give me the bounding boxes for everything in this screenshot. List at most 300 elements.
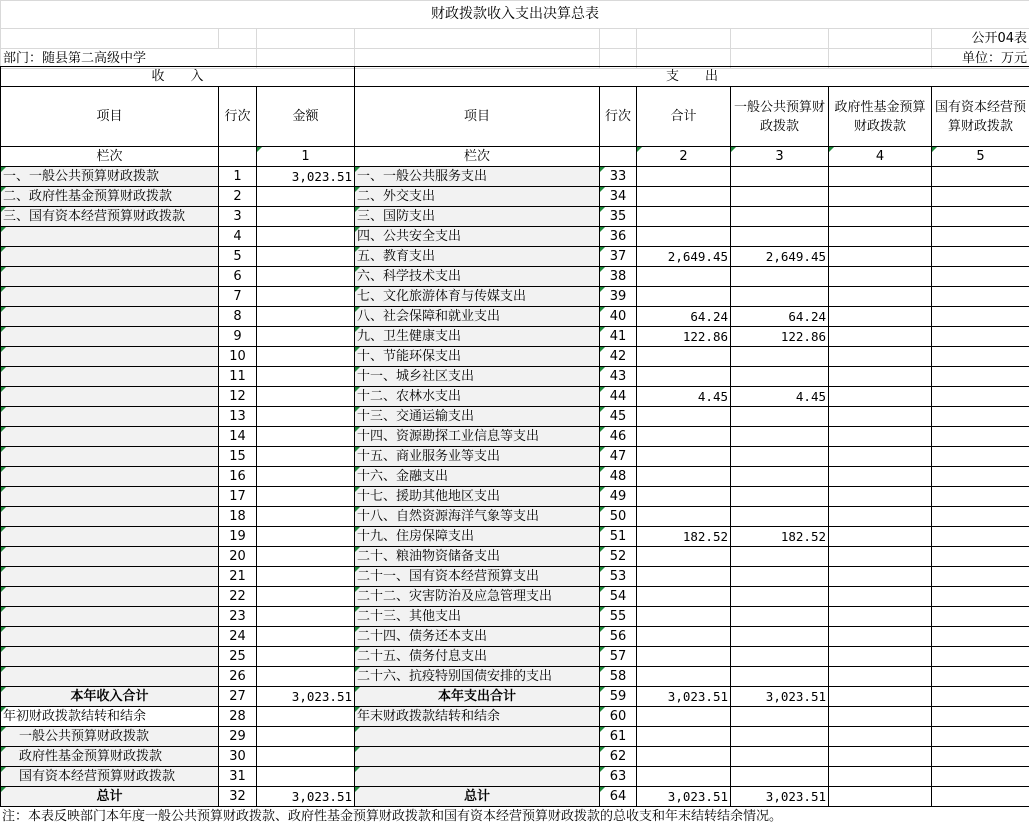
- expense-line-number: 55: [600, 607, 637, 627]
- expense-total: [637, 647, 731, 667]
- expense-item: 五、教育支出: [355, 247, 600, 267]
- expense-total: [637, 407, 731, 427]
- income-amount: 3,023.51: [257, 787, 355, 807]
- gov-fund-amount: [829, 327, 932, 347]
- income-line-number: 8: [219, 307, 257, 327]
- form-code: 公开04表: [932, 29, 1029, 49]
- expense-line-number: 48: [600, 467, 637, 487]
- state-capital-amount: [932, 487, 1029, 507]
- income-line-header: 行次: [219, 87, 257, 147]
- table-row: [1, 247, 1029, 267]
- expense-line-number: 62: [600, 747, 637, 767]
- expense-total: [637, 187, 731, 207]
- income-amount: [257, 567, 355, 587]
- income-line-number: 15: [219, 447, 257, 467]
- income-item: [1, 647, 219, 667]
- state-capital-amount: [932, 587, 1029, 607]
- income-item: [1, 487, 219, 507]
- income-line-number: 30: [219, 747, 257, 767]
- state-capital-amount: [932, 627, 1029, 647]
- expense-line-number: 41: [600, 327, 637, 347]
- income-amount: [257, 707, 355, 727]
- expense-item: 年末财政拨款结转和结余: [355, 707, 600, 727]
- table-row: [1, 627, 1029, 647]
- income-amount: [257, 287, 355, 307]
- income-line-number: 10: [219, 347, 257, 367]
- state-capital-amount: [932, 447, 1029, 467]
- gov-fund-amount: [829, 507, 932, 527]
- expense-total: 122.86: [637, 327, 731, 347]
- expense-item: 十三、交通运输支出: [355, 407, 600, 427]
- expense-item: 十二、农林水支出: [355, 387, 600, 407]
- unit-label: 单位：万元: [932, 49, 1029, 69]
- expense-item: 二、外交支出: [355, 187, 600, 207]
- gov-fund-amount: [829, 287, 932, 307]
- income-line-number: 11: [219, 367, 257, 387]
- state-capital-amount: [932, 767, 1029, 787]
- income-line-number: 19: [219, 527, 257, 547]
- income-amount: [257, 767, 355, 787]
- income-item: 二、政府性基金预算财政拨款: [1, 187, 219, 207]
- gov-fund-amount: [829, 787, 932, 807]
- table-row: [1, 567, 1029, 587]
- gov-fund-amount: [829, 667, 932, 687]
- expense-total: [637, 727, 731, 747]
- expense-line-number: 52: [600, 547, 637, 567]
- income-item: [1, 547, 219, 567]
- state-capital-amount: [932, 727, 1029, 747]
- expense-total: 4.45: [637, 387, 731, 407]
- income-amount: [257, 547, 355, 567]
- general-budget-amount: [731, 187, 829, 207]
- sheet-header: [0, 0, 1029, 69]
- general-budget-amount: 64.24: [731, 307, 829, 327]
- income-item: [1, 567, 219, 587]
- state-capital-amount: [932, 167, 1029, 187]
- income-amount: [257, 347, 355, 367]
- gov-fund-amount: [829, 627, 932, 647]
- state-capital-amount: [932, 527, 1029, 547]
- income-item: 本年收入合计: [1, 687, 219, 707]
- gov-fund-amount: [829, 367, 932, 387]
- income-amount: [257, 747, 355, 767]
- gov-fund-amount: [829, 467, 932, 487]
- expense-total: [637, 547, 731, 567]
- table-row: [1, 207, 1029, 227]
- income-item: 一、一般公共预算财政拨款: [1, 167, 219, 187]
- column-number: 3: [731, 147, 829, 167]
- state-capital-amount: [932, 567, 1029, 587]
- income-item: [1, 267, 219, 287]
- expense-line-number: 46: [600, 427, 637, 447]
- expense-total: [637, 507, 731, 527]
- income-amount: [257, 727, 355, 747]
- table-row: [1, 727, 1029, 747]
- expense-total: [637, 587, 731, 607]
- expense-line-number: 60: [600, 707, 637, 727]
- table-row: [1, 527, 1029, 547]
- expense-total: [637, 427, 731, 447]
- income-item: [1, 627, 219, 647]
- gov-fund-amount: [829, 187, 932, 207]
- general-budget-amount: [731, 427, 829, 447]
- income-line-number: 17: [219, 487, 257, 507]
- income-line-number: 25: [219, 647, 257, 667]
- gov-fund-amount: [829, 387, 932, 407]
- column-number: 5: [932, 147, 1029, 167]
- gov-fund-amount: [829, 307, 932, 327]
- state-capital-amount: [932, 667, 1029, 687]
- table-row: [1, 307, 1029, 327]
- state-capital-amount: [932, 227, 1029, 247]
- expense-line-number: 51: [600, 527, 637, 547]
- income-amount: [257, 227, 355, 247]
- expense-total: [637, 667, 731, 687]
- gov-fund-amount: [829, 647, 932, 667]
- general-budget-amount: [731, 767, 829, 787]
- expense-total: [637, 287, 731, 307]
- expense-line-number: 58: [600, 667, 637, 687]
- income-amount: [257, 447, 355, 467]
- gov-fund-amount: [829, 427, 932, 447]
- page-title: 财政拨款收入支出决算总表: [1, 1, 1029, 29]
- gov-fund-amount: [829, 487, 932, 507]
- table-row: [1, 487, 1029, 507]
- expense-item: 七、文化旅游体育与传媒支出: [355, 287, 600, 307]
- expense-line-number: 39: [600, 287, 637, 307]
- expense-item: 二十一、国有资本经营预算支出: [355, 567, 600, 587]
- table-row: [1, 647, 1029, 667]
- expense-total: [637, 467, 731, 487]
- income-item: [1, 467, 219, 487]
- expense-item: 四、公共安全支出: [355, 227, 600, 247]
- income-item: [1, 407, 219, 427]
- general-budget-amount: [731, 367, 829, 387]
- general-budget-amount: [731, 567, 829, 587]
- gov-fund-amount: [829, 727, 932, 747]
- general-budget-amount: [731, 667, 829, 687]
- expense-line-number: 56: [600, 627, 637, 647]
- expense-total: [637, 747, 731, 767]
- state-capital-amount: [932, 187, 1029, 207]
- state-capital-amount: [932, 707, 1029, 727]
- expense-item: 十一、城乡社区支出: [355, 367, 600, 387]
- expense-line-number: 43: [600, 367, 637, 387]
- income-amount: [257, 427, 355, 447]
- gov-fund-header: 政府性基金预算财政拨款: [829, 87, 932, 147]
- income-item-header: 项目: [1, 87, 219, 147]
- general-budget-amount: [731, 227, 829, 247]
- gov-fund-amount: [829, 687, 932, 707]
- income-item: [1, 527, 219, 547]
- income-amount: [257, 527, 355, 547]
- income-amount: [257, 647, 355, 667]
- expense-total: 64.24: [637, 307, 731, 327]
- general-budget-amount: [731, 707, 829, 727]
- expense-item: [355, 747, 600, 767]
- income-line-number: 14: [219, 427, 257, 447]
- table-row: [1, 407, 1029, 427]
- expense-item: 一、一般公共服务支出: [355, 167, 600, 187]
- general-budget-amount: [731, 167, 829, 187]
- expense-item: 总计: [355, 787, 600, 807]
- expense-item: 二十二、灾害防治及应急管理支出: [355, 587, 600, 607]
- expense-item: 二十三、其他支出: [355, 607, 600, 627]
- total-header: 合计: [637, 87, 731, 147]
- expense-total: [637, 447, 731, 467]
- state-capital-amount: [932, 347, 1029, 367]
- expense-total: [637, 167, 731, 187]
- table-row: [1, 187, 1029, 207]
- income-line-number: 27: [219, 687, 257, 707]
- income-amount: [257, 307, 355, 327]
- gov-fund-amount: [829, 567, 932, 587]
- income-amount-header: 金额: [257, 87, 355, 147]
- income-item: 政府性基金预算财政拨款: [1, 747, 219, 767]
- expense-item: 十四、资源勘探工业信息等支出: [355, 427, 600, 447]
- general-budget-amount: [731, 587, 829, 607]
- income-line-number: 20: [219, 547, 257, 567]
- state-capital-amount: [932, 687, 1029, 707]
- state-capital-amount: [932, 387, 1029, 407]
- income-line-number: 3: [219, 207, 257, 227]
- income-amount: [257, 487, 355, 507]
- income-amount: [257, 267, 355, 287]
- gov-fund-amount: [829, 747, 932, 767]
- expense-total: 182.52: [637, 527, 731, 547]
- income-item: [1, 587, 219, 607]
- expense-line-number: 54: [600, 587, 637, 607]
- expense-item: 二十四、债务还本支出: [355, 627, 600, 647]
- state-capital-amount: [932, 407, 1029, 427]
- general-budget-amount: [731, 447, 829, 467]
- expense-total: [637, 227, 731, 247]
- table-row: [1, 767, 1029, 787]
- table-row: [1, 547, 1029, 567]
- general-budget-amount: [731, 747, 829, 767]
- expense-item: 十五、商业服务业等支出: [355, 447, 600, 467]
- income-amount: 3,023.51: [257, 687, 355, 707]
- table-row: [1, 387, 1029, 407]
- column-label: 栏次: [1, 147, 219, 167]
- income-item: 三、国有资本经营预算财政拨款: [1, 207, 219, 227]
- gov-fund-amount: [829, 167, 932, 187]
- expense-line-number: 63: [600, 767, 637, 787]
- income-item: [1, 247, 219, 267]
- income-item: 总计: [1, 787, 219, 807]
- income-amount: [257, 247, 355, 267]
- expense-total: [637, 567, 731, 587]
- expense-line-number: 59: [600, 687, 637, 707]
- expense-item: 十七、援助其他地区支出: [355, 487, 600, 507]
- expense-total: [637, 367, 731, 387]
- state-capital-amount: [932, 267, 1029, 287]
- expense-line-number: 57: [600, 647, 637, 667]
- table-row: [1, 507, 1029, 527]
- gov-fund-amount: [829, 247, 932, 267]
- general-budget-amount: [731, 267, 829, 287]
- table-row: [1, 587, 1029, 607]
- general-budget-amount: [731, 727, 829, 747]
- general-budget-header: 一般公共预算财政拨款: [731, 87, 829, 147]
- income-item: [1, 227, 219, 247]
- income-amount: [257, 387, 355, 407]
- state-capital-amount: [932, 327, 1029, 347]
- general-budget-amount: [731, 487, 829, 507]
- expense-total: [637, 607, 731, 627]
- income-line-number: 26: [219, 667, 257, 687]
- footnote: 注：本表反映部门本年度一般公共预算财政拨款、政府性基金预算财政拨款和国有资本经营预算财政拨款的总收支和年末结转结余情况。: [2, 809, 783, 824]
- income-line-number: 2: [219, 187, 257, 207]
- expense-total: [637, 267, 731, 287]
- expense-line-number: 49: [600, 487, 637, 507]
- state-capital-amount: [932, 427, 1029, 447]
- expense-line-number: 53: [600, 567, 637, 587]
- income-amount: [257, 187, 355, 207]
- income-amount: [257, 667, 355, 687]
- income-item: [1, 607, 219, 627]
- income-line-number: 16: [219, 467, 257, 487]
- income-amount: 3,023.51: [257, 167, 355, 187]
- expense-item: 六、科学技术支出: [355, 267, 600, 287]
- general-budget-amount: [731, 607, 829, 627]
- income-line-number: 22: [219, 587, 257, 607]
- income-amount: [257, 507, 355, 527]
- general-budget-amount: [731, 547, 829, 567]
- state-capital-amount: [932, 247, 1029, 267]
- income-item: [1, 307, 219, 327]
- expense-total: [637, 767, 731, 787]
- income-line-number: 4: [219, 227, 257, 247]
- table-row: [1, 447, 1029, 467]
- income-item: [1, 347, 219, 367]
- state-capital-amount: [932, 287, 1029, 307]
- expense-line-number: 61: [600, 727, 637, 747]
- expense-line-number: 64: [600, 787, 637, 807]
- general-budget-amount: 2,649.45: [731, 247, 829, 267]
- state-capital-amount: [932, 547, 1029, 567]
- expense-line-number: 45: [600, 407, 637, 427]
- income-line-number: 21: [219, 567, 257, 587]
- expense-line-number: 33: [600, 167, 637, 187]
- income-amount: [257, 367, 355, 387]
- state-capital-amount: [932, 207, 1029, 227]
- table-row: [1, 747, 1029, 767]
- table-row: [1, 667, 1029, 687]
- state-capital-header: 国有资本经营预算财政拨款: [932, 87, 1029, 147]
- state-capital-amount: [932, 507, 1029, 527]
- expense-item: 二十六、抗疫特别国债安排的支出: [355, 667, 600, 687]
- expense-item: [355, 727, 600, 747]
- table-row: [1, 687, 1029, 707]
- expense-header: 支 出: [355, 67, 1029, 87]
- expense-item: 八、社会保障和就业支出: [355, 307, 600, 327]
- expense-item: 十六、金融支出: [355, 467, 600, 487]
- gov-fund-amount: [829, 587, 932, 607]
- gov-fund-amount: [829, 527, 932, 547]
- general-budget-amount: [731, 647, 829, 667]
- general-budget-amount: [731, 407, 829, 427]
- general-budget-amount: 3,023.51: [731, 687, 829, 707]
- expense-line-number: 36: [600, 227, 637, 247]
- expense-line-number: 47: [600, 447, 637, 467]
- table-row: [1, 427, 1029, 447]
- income-line-number: 32: [219, 787, 257, 807]
- state-capital-amount: [932, 367, 1029, 387]
- expense-total: 3,023.51: [637, 687, 731, 707]
- table-row: [1, 787, 1029, 807]
- gov-fund-amount: [829, 267, 932, 287]
- expense-item: 十八、自然资源海洋气象等支出: [355, 507, 600, 527]
- expense-total: [637, 707, 731, 727]
- expense-item: 本年支出合计: [355, 687, 600, 707]
- expense-total: 2,649.45: [637, 247, 731, 267]
- expense-line-number: 35: [600, 207, 637, 227]
- column-label: 栏次: [355, 147, 600, 167]
- gov-fund-amount: [829, 407, 932, 427]
- income-item: [1, 667, 219, 687]
- state-capital-amount: [932, 307, 1029, 327]
- income-line-number: 7: [219, 287, 257, 307]
- column-number: 2: [637, 147, 731, 167]
- income-amount: [257, 627, 355, 647]
- expense-item: 九、卫生健康支出: [355, 327, 600, 347]
- table-row: [1, 327, 1029, 347]
- expense-total: 3,023.51: [637, 787, 731, 807]
- general-budget-amount: [731, 507, 829, 527]
- table-row: [1, 267, 1029, 287]
- expense-line-number: 38: [600, 267, 637, 287]
- income-amount: [257, 467, 355, 487]
- expense-total: [637, 487, 731, 507]
- general-budget-amount: 122.86: [731, 327, 829, 347]
- income-line-number: 31: [219, 767, 257, 787]
- expense-line-number: 40: [600, 307, 637, 327]
- state-capital-amount: [932, 747, 1029, 767]
- income-amount: [257, 327, 355, 347]
- expense-total: [637, 207, 731, 227]
- general-budget-amount: [731, 627, 829, 647]
- table-row: [1, 347, 1029, 367]
- state-capital-amount: [932, 467, 1029, 487]
- general-budget-amount: [731, 467, 829, 487]
- expense-item: 二十、粮油物资储备支出: [355, 547, 600, 567]
- income-item: [1, 387, 219, 407]
- table-row: [1, 367, 1029, 387]
- gov-fund-amount: [829, 347, 932, 367]
- income-line-number: 12: [219, 387, 257, 407]
- state-capital-amount: [932, 647, 1029, 667]
- income-line-number: 29: [219, 727, 257, 747]
- expense-item-header: 项目: [355, 87, 600, 147]
- income-item: 年初财政拨款结转和结余: [1, 707, 219, 727]
- income-line-number: 23: [219, 607, 257, 627]
- table-row: [1, 227, 1029, 247]
- state-capital-amount: [932, 787, 1029, 807]
- income-amount: [257, 607, 355, 627]
- expense-item: 十、节能环保支出: [355, 347, 600, 367]
- department-label: 部门：随县第二高级中学: [1, 49, 257, 69]
- income-item: 国有资本经营预算财政拨款: [1, 767, 219, 787]
- general-budget-amount: [731, 347, 829, 367]
- income-line-number: 28: [219, 707, 257, 727]
- income-line-number: 18: [219, 507, 257, 527]
- expense-line-number: 42: [600, 347, 637, 367]
- general-budget-amount: [731, 207, 829, 227]
- expense-item: 三、国防支出: [355, 207, 600, 227]
- income-amount: [257, 407, 355, 427]
- income-line-number: 24: [219, 627, 257, 647]
